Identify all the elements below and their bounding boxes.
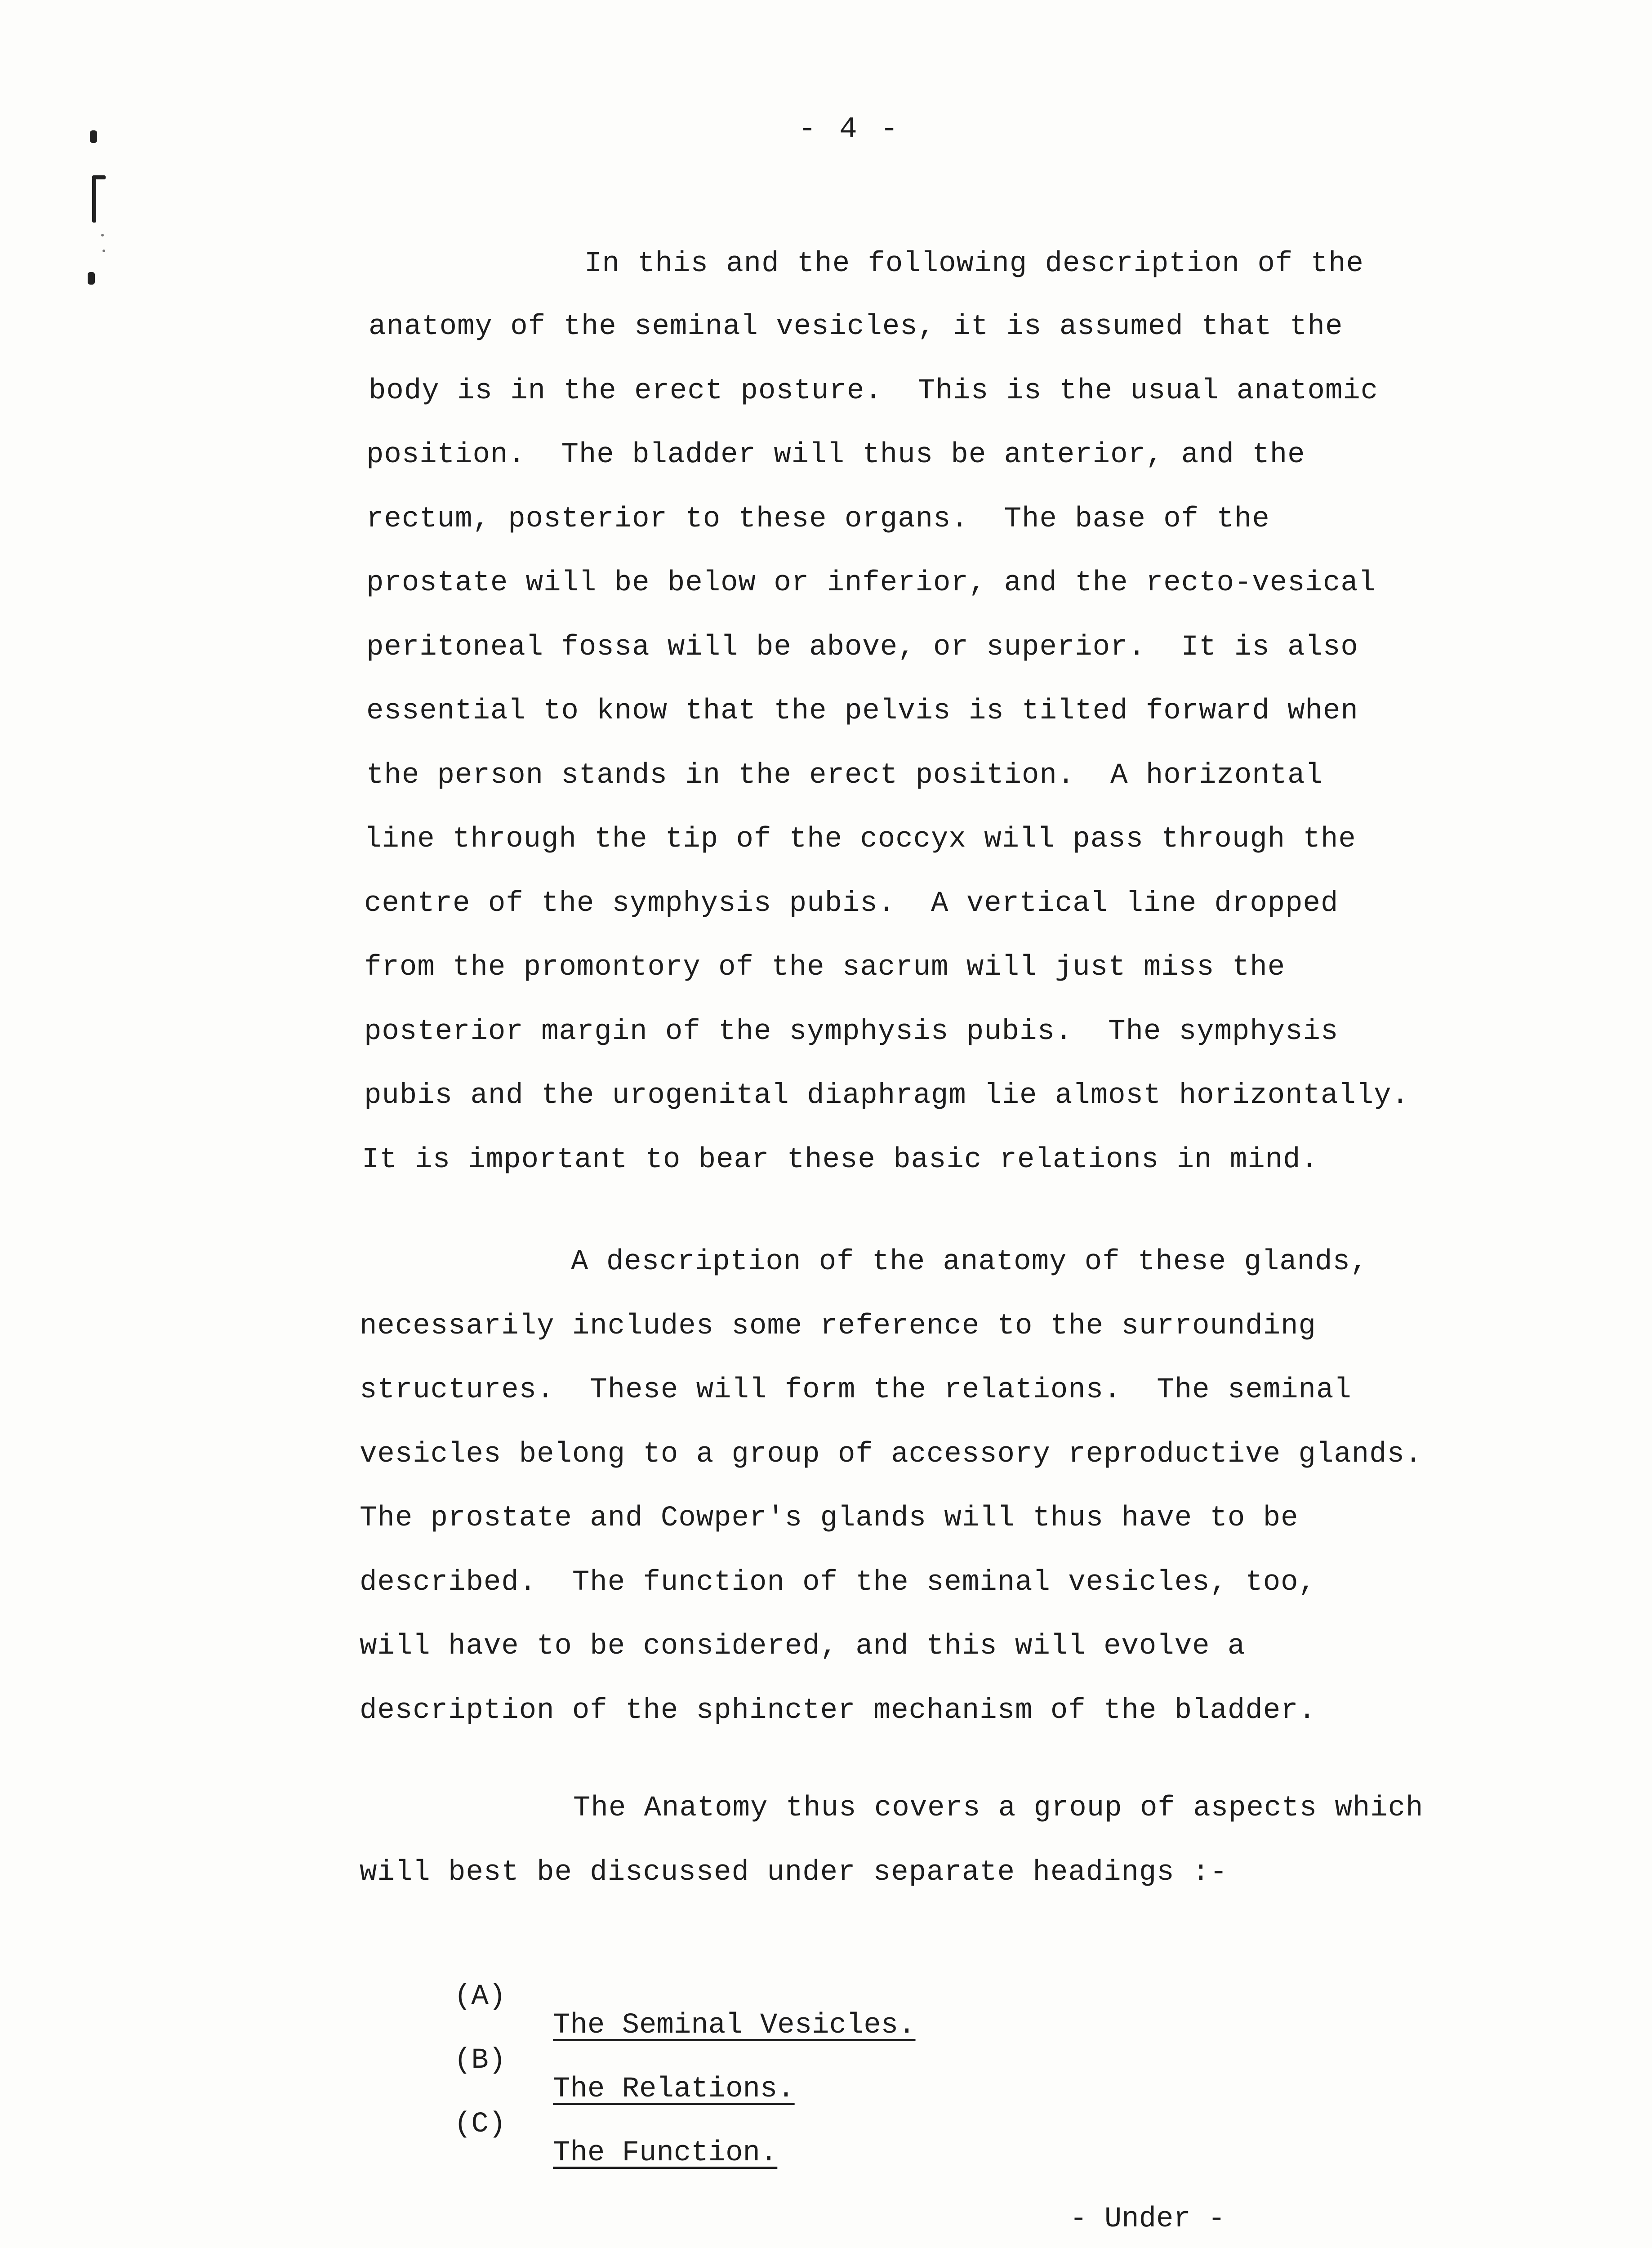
text-line: centre of the symphysis pubis. A vertical line dropped	[364, 888, 1339, 920]
margin-mark-dot-2	[102, 250, 105, 252]
text-line: the person stands in the erect position. A horizontal	[366, 759, 1323, 792]
list-heading: The Seminal Vesicles.	[553, 2009, 916, 2042]
list-marker: (B)	[454, 2044, 506, 2077]
text-line: pubis and the urogenital diaphragm lie almost horizontally.	[364, 1079, 1409, 1112]
margin-mark-bottom	[88, 272, 95, 285]
list-heading: The Relations.	[553, 2073, 795, 2105]
catchword: - Under -	[1070, 2203, 1225, 2235]
text-line: body is in the erect posture. This is the usual anatomic	[369, 375, 1379, 407]
margin-mark-bracket-top	[92, 175, 106, 179]
margin-mark-dot-1	[101, 234, 104, 236]
text-line: described. The function of the seminal vesicles, too,	[360, 1566, 1316, 1599]
text-line: position. The bladder will thus be anterior, and the	[366, 439, 1305, 471]
margin-mark-top	[90, 130, 97, 143]
text-line: A description of the anatomy of these glands,	[571, 1246, 1368, 1278]
text-line: necessarily includes some reference to the surrounding	[360, 1310, 1316, 1343]
text-line: peritoneal fossa will be above, or superior. It is also	[366, 631, 1358, 664]
text-line: essential to know that the pelvis is tilted forward when	[366, 695, 1358, 727]
text-line: rectum, posterior to these organs. The base of the	[366, 503, 1270, 535]
text-line: line through the tip of the coccyx will pass through the	[364, 823, 1356, 856]
text-line: will best be discussed under separate headings :-	[360, 1856, 1228, 1889]
text-line: It is important to bear these basic relations in mind.	[362, 1144, 1318, 1176]
list-marker: (C)	[454, 2108, 506, 2141]
text-line: description of the sphincter mechanism of the bladder.	[360, 1695, 1316, 1727]
text-line: The prostate and Cowper's glands will thus have to be	[360, 1502, 1299, 1534]
text-line: posterior margin of the symphysis pubis. The symphysis	[364, 1016, 1339, 1048]
text-line: structures. These will form the relations. The seminal	[360, 1374, 1352, 1406]
text-line: will have to be considered, and this will evolve a	[360, 1630, 1246, 1663]
list-heading: The Function.	[553, 2137, 778, 2169]
text-line: anatomy of the seminal vesicles, it is assumed that the	[369, 311, 1343, 343]
text-line: from the promontory of the sacrum will just miss the	[364, 951, 1286, 984]
list-marker: (A)	[454, 1980, 506, 2013]
text-line: In this and the following description of the	[584, 248, 1364, 280]
page-number: - 4 -	[798, 112, 901, 146]
text-line: prostate will be below or inferior, and the recto-vesical	[366, 567, 1376, 599]
margin-mark-bracket	[92, 178, 96, 223]
text-line: The Anatomy thus covers a group of aspects which	[573, 1792, 1424, 1824]
list-item	[0, 2081, 1652, 2196]
text-line: vesicles belong to a group of accessory reproductive glands.	[360, 1438, 1423, 1471]
